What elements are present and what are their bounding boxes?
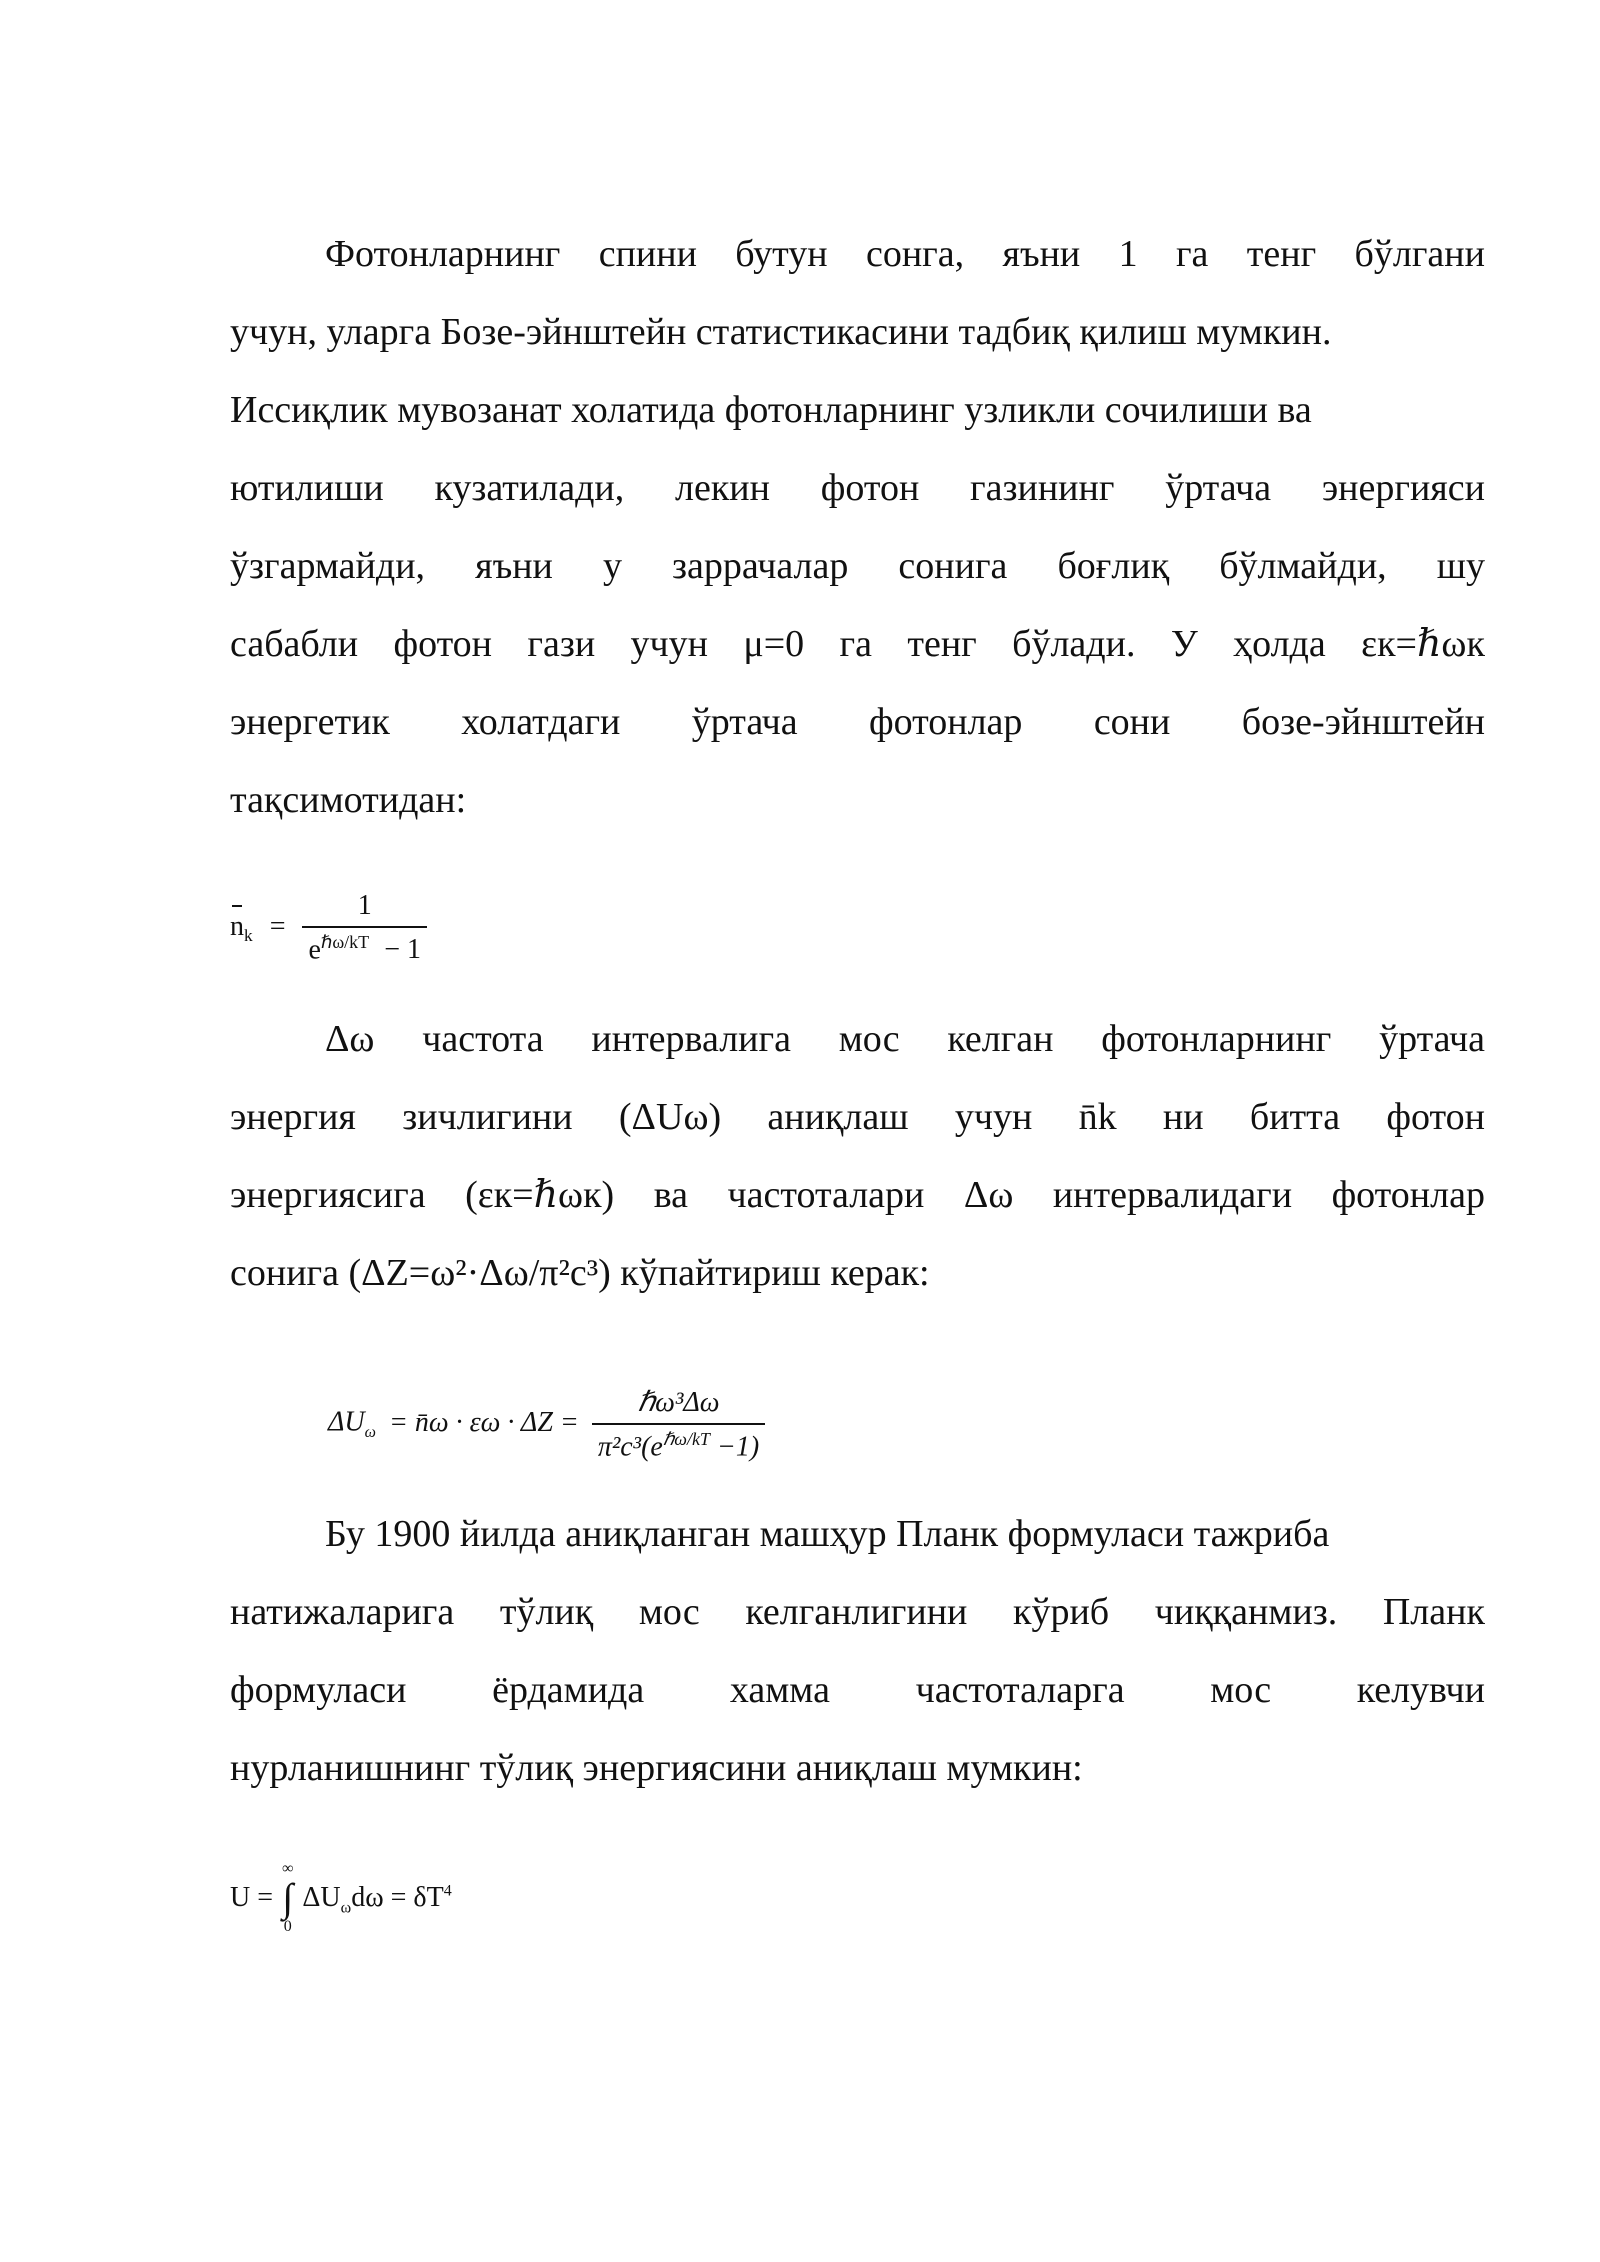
word: Фотонларнинг bbox=[325, 233, 561, 275]
word: Δω bbox=[325, 1018, 375, 1060]
word: У bbox=[1170, 623, 1198, 665]
text-line: Иссиқлик мувозанат холатида фотонларнинг узликли сочилиши ва bbox=[230, 389, 1312, 431]
word: ютилиши bbox=[230, 467, 384, 509]
formula2-numerator: ℏω³Δω bbox=[637, 1387, 720, 1418]
text-line: сонига (ΔZ=ω²·Δω/π²c³) кўпайтириш керак: bbox=[230, 1252, 930, 1294]
word: тенг bbox=[907, 623, 977, 665]
paragraph-planck-formula bbox=[230, 1495, 1485, 1807]
formula2-lhs: ΔU bbox=[328, 1406, 365, 1438]
formula-mean-photon-number bbox=[230, 890, 427, 966]
word: мос bbox=[838, 1018, 900, 1060]
word: учун bbox=[630, 623, 708, 665]
word: натижаларига bbox=[230, 1591, 455, 1633]
text-line: тақсимотидан: bbox=[230, 779, 467, 821]
word: (ΔUω) bbox=[618, 1096, 722, 1138]
word: фотонлар bbox=[869, 701, 1023, 743]
word: ёрдамида bbox=[492, 1669, 645, 1711]
word: Планк bbox=[1382, 1591, 1485, 1633]
word: n̄k bbox=[1078, 1096, 1117, 1138]
word: битта bbox=[1249, 1096, 1341, 1138]
word: гази bbox=[527, 623, 596, 665]
word: 1 bbox=[1118, 233, 1138, 275]
word: фотон bbox=[820, 467, 920, 509]
word: сонга, bbox=[865, 233, 965, 275]
word: газининг bbox=[970, 467, 1115, 509]
word: заррачалар bbox=[672, 545, 849, 587]
text-line: нурланишнинг тўлиқ энергиясини аниқлаш мумкин: bbox=[230, 1747, 1083, 1789]
formula1-eq: = bbox=[269, 910, 286, 942]
word: тенг bbox=[1246, 233, 1317, 275]
word: яъни bbox=[475, 545, 553, 587]
formula1-denominator: $e^{\hbar\omega/kT} - 1$ bbox=[302, 926, 427, 966]
word: мос bbox=[638, 1591, 700, 1633]
word: аниқлаш bbox=[767, 1096, 909, 1138]
word: кўриб bbox=[1013, 1591, 1110, 1633]
word: μ=0 bbox=[743, 623, 805, 665]
word: энергияси bbox=[1321, 467, 1485, 509]
formula-total-energy bbox=[230, 1860, 452, 1936]
word: ўзгармайди, bbox=[230, 545, 426, 587]
word: холатдаги bbox=[461, 701, 621, 743]
formula1-lhs-sub: k bbox=[244, 926, 253, 946]
word: бутун bbox=[735, 233, 828, 275]
word: фотон bbox=[393, 623, 493, 665]
word: фотонларнинг bbox=[1101, 1018, 1332, 1060]
word: яъни bbox=[1002, 233, 1081, 275]
formula3-lhs: U = bbox=[230, 1882, 274, 1913]
formula1-lhs: n bbox=[230, 910, 244, 942]
word: εк=ℏωк bbox=[1361, 623, 1485, 665]
word: келувчи bbox=[1356, 1669, 1485, 1711]
word: спини bbox=[598, 233, 697, 275]
text-line bbox=[230, 1573, 1485, 1651]
formula1-numerator: 1 bbox=[357, 890, 372, 921]
word: чиққанмиз. bbox=[1154, 1591, 1338, 1633]
text-line: учун, уларга Бозе-эйнштейн статистикасини тадбиқ қилиш мумкин. bbox=[230, 311, 1332, 353]
word: бўлмайди, bbox=[1219, 545, 1387, 587]
word: бўлади. bbox=[1012, 623, 1136, 665]
text-line bbox=[230, 449, 1485, 527]
word: келган bbox=[947, 1018, 1054, 1060]
text-line: Бу 1900 йилда аниқланган машҳур Планк формуласи тажриба bbox=[325, 1513, 1330, 1555]
word: частота bbox=[422, 1018, 544, 1060]
word: хамма bbox=[729, 1669, 830, 1711]
word: келганлигини bbox=[745, 1591, 968, 1633]
word: лекин bbox=[675, 467, 770, 509]
word: энергиясига bbox=[230, 1174, 426, 1216]
word: бўлгани bbox=[1354, 233, 1485, 275]
word: ҳолда bbox=[1233, 623, 1326, 665]
word: бозе-эйнштейн bbox=[1241, 701, 1485, 743]
word: фотон bbox=[1386, 1096, 1485, 1138]
word: фотонлар bbox=[1331, 1174, 1485, 1216]
text-line bbox=[230, 1156, 1485, 1234]
word: зичлигини bbox=[402, 1096, 573, 1138]
paragraph-photon-statistics bbox=[230, 215, 1485, 839]
text-line bbox=[230, 605, 1485, 683]
word: ва bbox=[653, 1174, 688, 1216]
word: у bbox=[602, 545, 622, 587]
word: га bbox=[1175, 233, 1209, 275]
word: мос bbox=[1210, 1669, 1272, 1711]
word: энергия bbox=[230, 1096, 356, 1138]
formula-energy-density: $\Delta U_\omega$ = n̄ω · εω · ΔZ = $\frac{\text{ℏω³Δω}}{\pi^2c^3(e^{\hbar\omega/kT} -1)}$ bbox=[328, 1385, 765, 1463]
word: частоталарга bbox=[915, 1669, 1125, 1711]
word: формуласи bbox=[230, 1669, 407, 1711]
word: частоталари bbox=[727, 1174, 925, 1216]
text-line bbox=[230, 683, 1485, 761]
formula2-middle: = n̄ω · εω · ΔZ = bbox=[388, 1406, 579, 1438]
word: сони bbox=[1093, 701, 1171, 743]
text-line bbox=[230, 1078, 1485, 1156]
text-line bbox=[230, 1000, 1485, 1078]
formula3-integral: ∞ ∫ 0 bbox=[282, 1860, 294, 1935]
word: ни bbox=[1162, 1096, 1204, 1138]
word: ўртача bbox=[691, 701, 798, 743]
word: энергетик bbox=[230, 701, 390, 743]
formula3-body: $\Delta U_\omega d\omega = \delta T^4$ bbox=[302, 1882, 452, 1917]
word: га bbox=[839, 623, 872, 665]
word: интервалига bbox=[591, 1018, 791, 1060]
paragraph-energy-density bbox=[230, 1000, 1485, 1312]
formula2-fraction bbox=[592, 1385, 765, 1463]
word: боғлиқ bbox=[1057, 545, 1170, 587]
word: ўртача bbox=[1165, 467, 1272, 509]
formula2-denominator: $\pi^2c^3(e^{\hbar\omega/kT} -1)$ bbox=[592, 1423, 765, 1463]
word: тўлиқ bbox=[499, 1591, 594, 1633]
word: учун bbox=[954, 1096, 1033, 1138]
word: кузатилади, bbox=[434, 467, 625, 509]
text-line bbox=[230, 1651, 1485, 1729]
word: шу bbox=[1436, 545, 1485, 587]
word: ўртача bbox=[1379, 1018, 1485, 1060]
word: сабабли bbox=[230, 623, 359, 665]
word: интервалидаги bbox=[1052, 1174, 1293, 1216]
text-line bbox=[230, 527, 1485, 605]
text-line bbox=[230, 215, 1485, 293]
formula1-fraction bbox=[302, 890, 427, 966]
word: (εк=ℏωк) bbox=[465, 1174, 615, 1216]
word: Δω bbox=[963, 1174, 1014, 1216]
word: сонига bbox=[898, 545, 1008, 587]
